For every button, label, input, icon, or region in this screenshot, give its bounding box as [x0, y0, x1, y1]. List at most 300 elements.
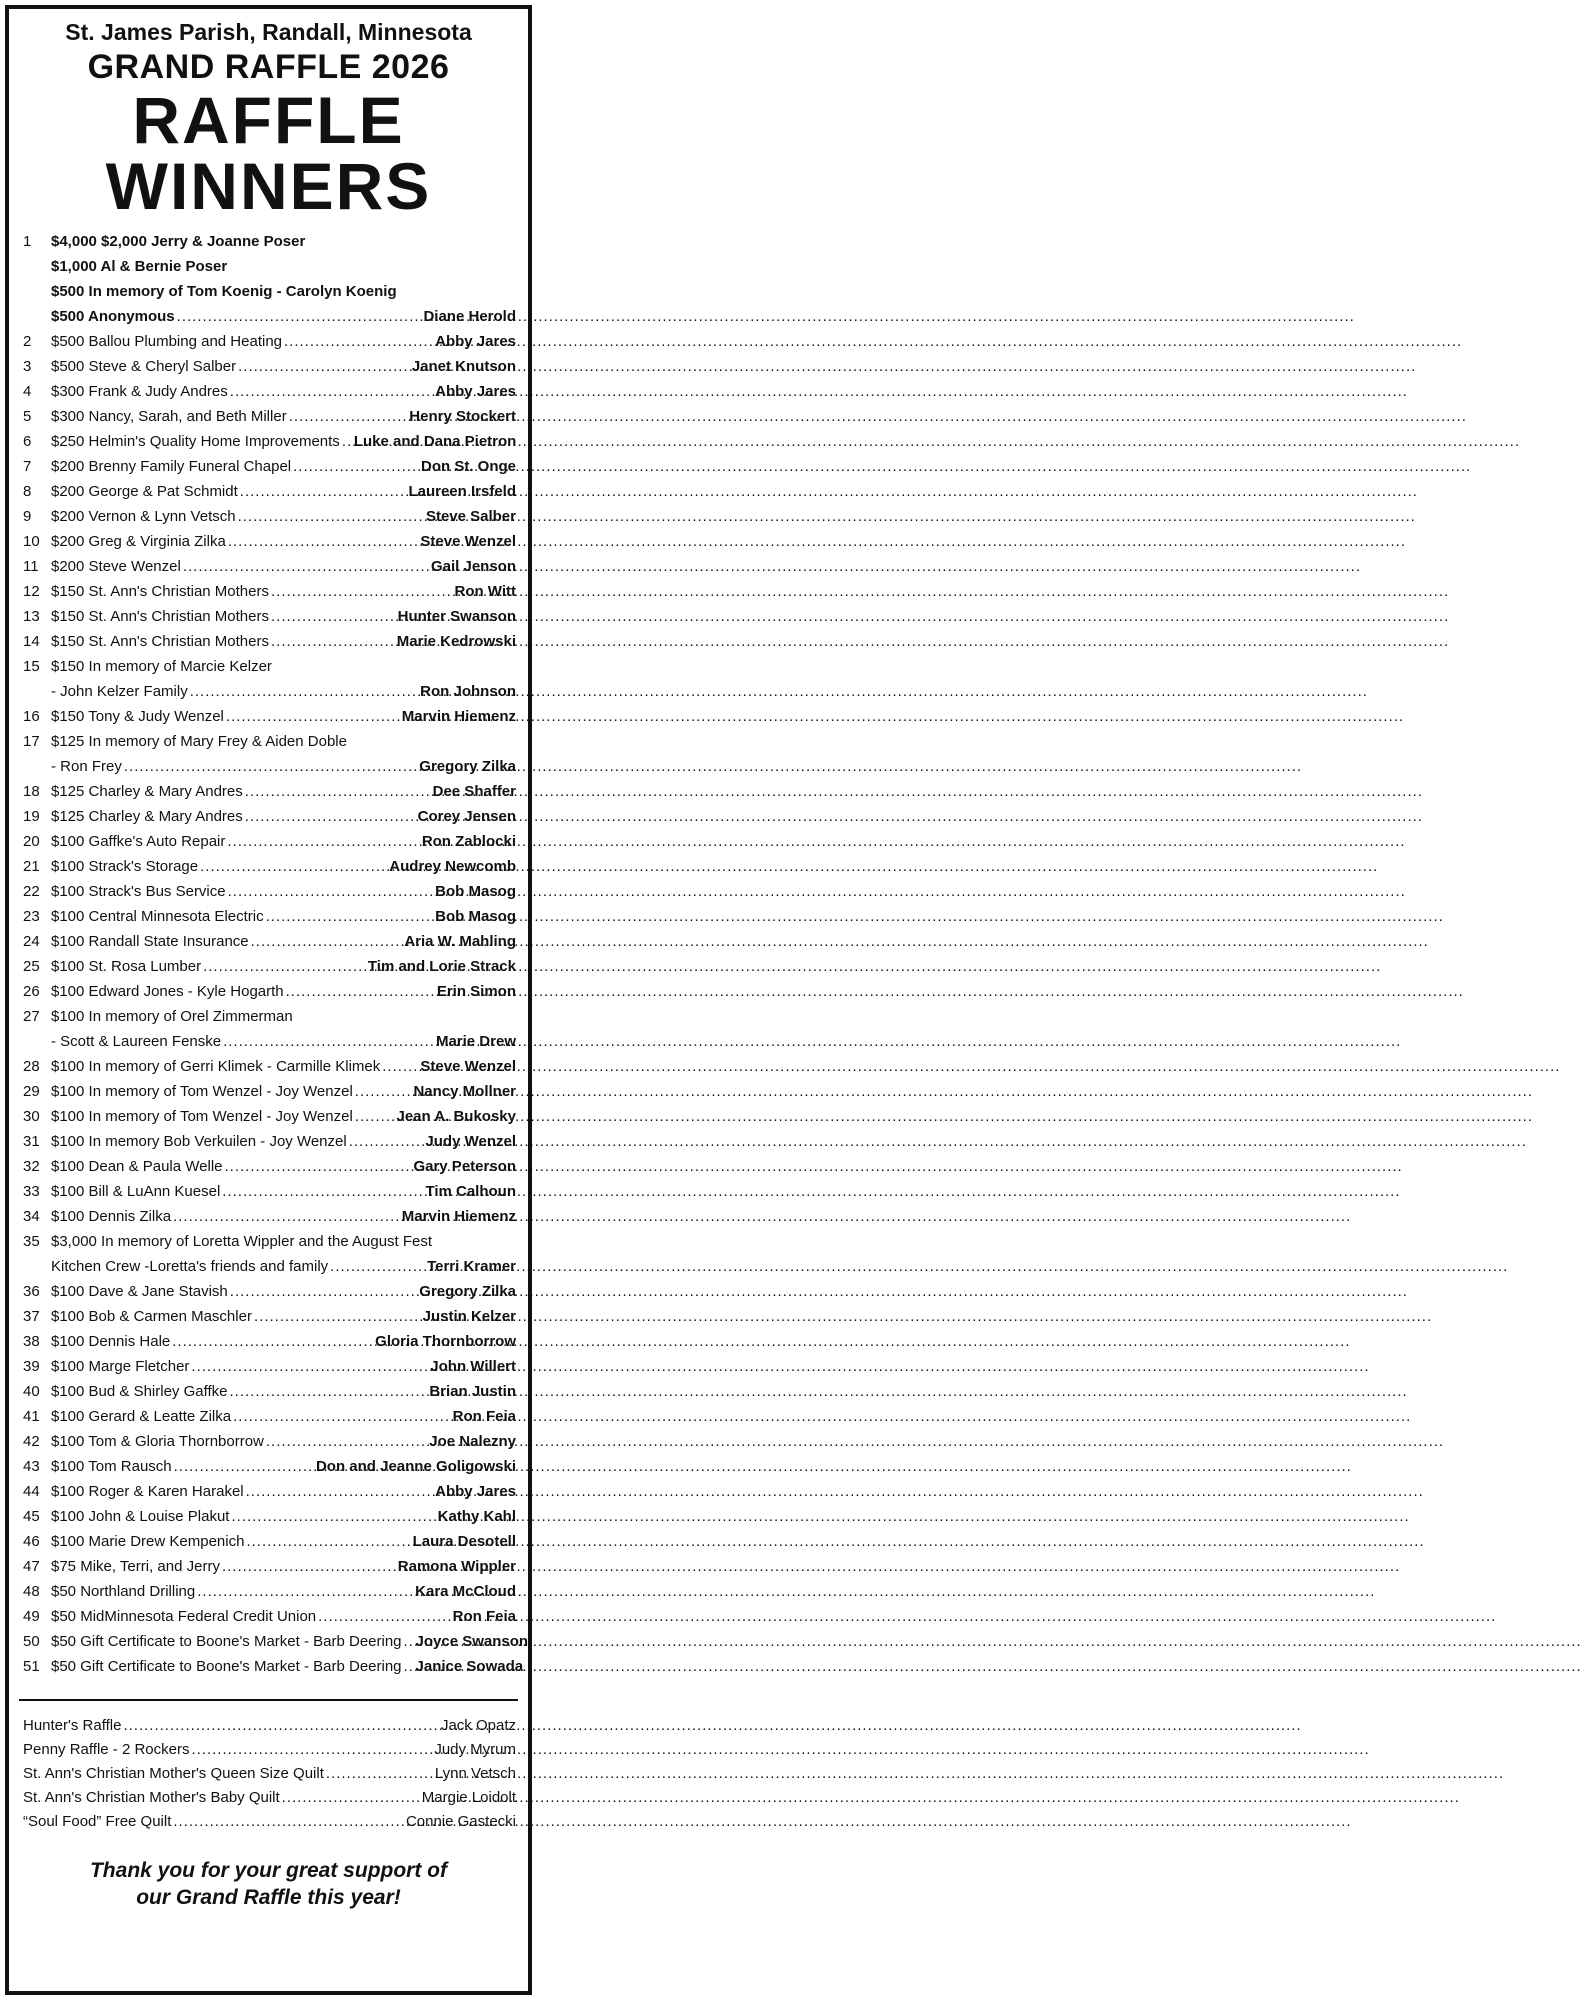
- winner-row-continued: [23, 1033, 516, 1058]
- prize-number: 51: [23, 1658, 40, 1675]
- leader-dots: [228, 533, 419, 550]
- leader-dots: [238, 358, 410, 375]
- prize-number: 27: [23, 1008, 40, 1025]
- winner-line: [51, 1408, 516, 1425]
- prize-number: 4: [23, 383, 32, 400]
- prize-donor: $500 Ballou Plumbing and Heating: [51, 333, 282, 350]
- winner-line: [51, 583, 516, 600]
- prize-number: 14: [23, 633, 40, 650]
- winner-row: [23, 1333, 516, 1358]
- winner-line: [51, 483, 516, 500]
- prize-donor: $100 Marie Drew Kempenich: [51, 1533, 245, 1550]
- leader-dots: [271, 608, 396, 625]
- winner-line: [51, 1558, 516, 1575]
- prize-number: 29: [23, 1083, 40, 1100]
- winner-line: [51, 683, 516, 700]
- winner-line: [51, 1108, 516, 1125]
- prize-donor: $100 Dave & Jane Stavish: [51, 1283, 228, 1300]
- prize-winner: Ramona Wippler: [397, 1558, 516, 1575]
- first-prize-line-2: $1,000 Al & Bernie Poser: [51, 258, 228, 275]
- prize-number: 43: [23, 1458, 40, 1475]
- prize-donor: $150 St. Ann's Christian Mothers: [51, 633, 269, 650]
- winner-row: [23, 708, 516, 733]
- prize-donor: $100 Randall State Insurance: [51, 933, 249, 950]
- leader-dots: [355, 1083, 412, 1100]
- prize-donor-continued: - John Kelzer Family: [51, 683, 188, 700]
- first-prize-line-1: 1 $4,000 $2,000 Jerry & Joanne Poser: [23, 233, 306, 250]
- prize-donor: $100 In memory of Gerri Klimek - Carmille Klimek: [51, 1058, 381, 1075]
- prize-number: 39: [23, 1358, 40, 1375]
- winner-line: [51, 1158, 516, 1175]
- winner-line: [51, 358, 516, 375]
- winner-row: [23, 783, 516, 808]
- winner-line: [51, 1033, 516, 1050]
- prize-donor: $100 Dennis Zilka: [51, 1208, 172, 1225]
- prize-winner: Steve Wenzel: [420, 1058, 516, 1075]
- leader-dots: [233, 1408, 451, 1425]
- prize-winner: Audrey Newcomb: [389, 858, 516, 875]
- prize-winner: Joe Nalezny: [429, 1433, 516, 1450]
- prize-winner: Aria W. Mahling: [404, 933, 516, 950]
- prize-number: 31: [23, 1133, 40, 1150]
- prize-donor: $200 Vernon & Lynn Vetsch: [51, 508, 236, 525]
- prize-winner: Ron Johnson: [420, 683, 516, 700]
- winner-row: [23, 1308, 516, 1333]
- prize-winner: Hunter Swanson: [397, 608, 516, 625]
- leader-dots: [227, 833, 419, 850]
- prize-number: 8: [23, 483, 32, 500]
- winner-row: [23, 1008, 516, 1033]
- winner-line: [51, 533, 516, 550]
- winner-row: [23, 1433, 516, 1458]
- winner-row: [23, 1533, 516, 1558]
- winner-row: [23, 1483, 516, 1508]
- winner-line: [51, 1258, 516, 1275]
- prize-winner: Marie Kedrowski: [396, 633, 516, 650]
- leader-dots: [271, 633, 395, 650]
- prize-donor: $50 Gift Certificate to Boone's Market - Barb Deering: [51, 1633, 402, 1650]
- special-winner: Connie Gastecki: [405, 1813, 516, 1830]
- leader-dots: [230, 383, 433, 400]
- winner-row: [23, 833, 516, 858]
- winner-row: [23, 858, 516, 883]
- prize-winner: Nancy Mollner: [413, 1083, 516, 1100]
- winner-line: [51, 1633, 529, 1650]
- prize-number: 23: [23, 908, 40, 925]
- winner-line: [51, 1283, 516, 1300]
- prize-winner: Steve Wenzel: [420, 533, 516, 550]
- leader-dots: [191, 1741, 432, 1758]
- leader-dots: [200, 858, 387, 875]
- prize-donor: $500 Steve & Cheryl Salber: [51, 358, 237, 375]
- prize-number: 13: [23, 608, 40, 625]
- prize-winner: Marvin Hiemenz: [401, 708, 516, 725]
- prize-number: 30: [23, 1108, 40, 1125]
- prize-number: 21: [23, 858, 40, 875]
- leader-dots: [246, 1483, 434, 1500]
- prize-donor: $100 John & Louise Plakut: [51, 1508, 230, 1525]
- prize-donor: $300 Frank & Judy Andres: [51, 383, 228, 400]
- prize-number: 28: [23, 1058, 40, 1075]
- prize-donor: $50 Gift Certificate to Boone's Market - Barb Deering: [51, 1658, 402, 1675]
- winner-row: [23, 1283, 516, 1308]
- leader-dots: [172, 1333, 373, 1350]
- winner-line: [51, 433, 516, 450]
- winner-row: [23, 458, 516, 483]
- prize-winner: Gail Jenson: [430, 558, 516, 575]
- leader-dots: [228, 883, 434, 900]
- winner-line: [51, 1508, 516, 1525]
- leader-dots: [197, 1583, 413, 1600]
- prize-donor: $100 Gaffke's Auto Repair: [51, 833, 226, 850]
- prize-number: 47: [23, 1558, 40, 1575]
- winner-row: [23, 508, 516, 533]
- prize-donor: $100 Dennis Hale: [51, 1333, 171, 1350]
- winner-row: [23, 1183, 516, 1208]
- prize-winner: Laura Desotell: [412, 1533, 516, 1550]
- prize-donor: $100 In memory of Tom Wenzel - Joy Wenzel: [51, 1083, 353, 1100]
- leader-dots: [355, 1108, 395, 1125]
- prize-winner: Dee Shaffer: [432, 783, 516, 800]
- winner-row: [23, 1083, 516, 1108]
- special-raffle-row: [23, 1717, 516, 1741]
- prize-number: 18: [23, 783, 40, 800]
- leader-dots: [222, 1183, 423, 1200]
- prize-donor: $150 St. Ann's Christian Mothers: [51, 608, 269, 625]
- prize-number: 26: [23, 983, 40, 1000]
- special-raffle-line: [23, 1741, 516, 1758]
- winner-line: [51, 1208, 516, 1225]
- leader-dots: [349, 1133, 424, 1150]
- prize-winner: John Willert: [430, 1358, 516, 1375]
- winner-line: [51, 633, 516, 650]
- special-winner: Margie Loidolt: [421, 1789, 516, 1806]
- prize-winner: Corey Jensen: [417, 808, 516, 825]
- special-raffles-list: [9, 1717, 528, 1837]
- prize-number: 45: [23, 1508, 40, 1525]
- prize-winner: Jean A. Bukosky: [396, 1108, 516, 1125]
- special-prize: “Soul Food” Free Quilt: [23, 1813, 172, 1830]
- winners-list: [9, 233, 528, 1683]
- winner-row: [23, 1358, 516, 1383]
- prize-donor: $3,000 In memory of Loretta Wippler and the August Fest: [51, 1233, 433, 1250]
- prize-winner: Brian Justin: [429, 1383, 516, 1400]
- winner-row: [23, 558, 516, 583]
- winner-line: [51, 1658, 524, 1675]
- prize-number: 33: [23, 1183, 40, 1200]
- winner-row: [23, 908, 516, 933]
- prize-winner: Ron Feia: [452, 1408, 516, 1425]
- prize-winner: Judy Wenzel: [425, 1133, 516, 1150]
- winner-row: [23, 633, 516, 658]
- prize-number: 9: [23, 508, 32, 525]
- parish-name: St. James Parish, Randall, Minnesota: [65, 19, 472, 45]
- winner-line: [51, 1183, 516, 1200]
- thank-you-line-2: our Grand Raffle this year!: [136, 1886, 401, 1909]
- prize-donor: $100 Roger & Karen Harakel: [51, 1483, 244, 1500]
- headline-winners: WINNERS: [105, 149, 432, 223]
- special-raffle-row: [23, 1765, 516, 1789]
- prize-donor: $100 Central Minnesota Electric: [51, 908, 264, 925]
- winner-line: [51, 833, 516, 850]
- leader-dots: [238, 508, 424, 525]
- leader-dots: [251, 933, 403, 950]
- prize-winner: Abby Jares: [435, 383, 516, 400]
- prize-winner: Don St. Onge: [421, 458, 516, 475]
- winner-row: [23, 1558, 516, 1583]
- prize-winner: Diane Herold: [423, 308, 516, 325]
- winner-line: [51, 1133, 516, 1150]
- leader-dots: [230, 1383, 428, 1400]
- prize-number: 22: [23, 883, 40, 900]
- prize-number: 1: [23, 233, 32, 250]
- winner-row: [23, 1408, 516, 1433]
- winner-row: [23, 608, 516, 633]
- prize-number: 2: [23, 333, 32, 350]
- prize-donor: $100 Tom Rausch: [51, 1458, 172, 1475]
- prize-winner: Abby Jares: [435, 1483, 516, 1500]
- winner-line: [51, 333, 516, 350]
- special-raffle-line: [23, 1765, 516, 1782]
- winner-line: [51, 983, 516, 1000]
- prize-number: 48: [23, 1583, 40, 1600]
- prize-number: 44: [23, 1483, 40, 1500]
- leader-dots: [330, 1258, 425, 1275]
- special-prize: Penny Raffle - 2 Rockers: [23, 1741, 190, 1758]
- leader-dots: [254, 1308, 421, 1325]
- prize-number: 40: [23, 1383, 40, 1400]
- prize-winner: Laureen Irsfeld: [408, 483, 516, 500]
- thank-you-message: [9, 1857, 528, 1911]
- thank-you-line-1: Thank you for your great support of: [89, 1859, 447, 1882]
- winner-row: [23, 1158, 516, 1183]
- winner-rows: [23, 333, 529, 1683]
- prize-winner: Bob Masog: [435, 908, 516, 925]
- first-prize-line-3: $500 In memory of Tom Koenig - Carolyn Koenig: [51, 283, 397, 300]
- prize-number: 50: [23, 1633, 40, 1650]
- winner-line: [51, 858, 516, 875]
- winner-line: [51, 1483, 516, 1500]
- winner-row: [23, 1058, 516, 1083]
- leader-dots: [382, 1058, 418, 1075]
- special-winner: Judy Myrum: [434, 1741, 516, 1758]
- prize-donor: $100 Marge Fletcher: [51, 1358, 190, 1375]
- prize-number: 35: [23, 1233, 40, 1250]
- winner-line: [51, 1583, 516, 1600]
- leader-dots: [286, 983, 435, 1000]
- prize-donor: $100 Dean & Paula Welle: [51, 1158, 223, 1175]
- leader-dots: [222, 1558, 396, 1575]
- special-raffle-line: [23, 1789, 516, 1806]
- leader-dots: [124, 758, 417, 775]
- winner-row: [23, 808, 516, 833]
- prize-number: 6: [23, 433, 32, 450]
- leader-dots: [225, 1158, 412, 1175]
- prize-winner: Gloria Thornborrow: [375, 1333, 516, 1350]
- prize-number: 41: [23, 1408, 40, 1425]
- winner-row: [23, 358, 516, 383]
- prize-number: 38: [23, 1333, 40, 1350]
- prize-donor: $100 Gerard & Leatte Zilka: [51, 1408, 232, 1425]
- leader-dots: [173, 1813, 404, 1830]
- winner-row-continued: [23, 758, 516, 783]
- prize-number: 34: [23, 1208, 40, 1225]
- section-divider: [19, 1699, 518, 1701]
- winner-row: [23, 733, 516, 758]
- prize-donor-continued: Kitchen Crew -Loretta's friends and family: [51, 1258, 329, 1275]
- prize-number: 49: [23, 1608, 40, 1625]
- leader-dots: [266, 908, 434, 925]
- winner-line: [51, 1308, 516, 1325]
- winner-row: [23, 583, 516, 608]
- leader-dots: [173, 1208, 400, 1225]
- leader-dots: [289, 408, 408, 425]
- prize-number: 32: [23, 1158, 40, 1175]
- winner-row: [23, 1633, 529, 1658]
- prize-winner: Kara McCloud: [415, 1583, 516, 1600]
- leader-dots: [271, 583, 453, 600]
- prize-winner: Don and Jeanne Goligowski: [315, 1458, 516, 1475]
- prize-number: 19: [23, 808, 40, 825]
- prize-donor: $200 George & Pat Schmidt: [51, 483, 238, 500]
- event-title: GRAND RAFFLE 2026: [87, 48, 450, 86]
- leader-dots: [174, 1458, 314, 1475]
- prize-donor: $100 In memory of Tom Wenzel - Joy Wenzel: [51, 1108, 353, 1125]
- prize-donor-continued: - Ron Frey: [51, 758, 122, 775]
- leader-dots: [266, 1433, 427, 1450]
- prize-number: 12: [23, 583, 40, 600]
- leader-dots: [245, 808, 416, 825]
- prize-winner: Ron Witt: [454, 583, 516, 600]
- prize-winner: Janice Sowada: [415, 1658, 524, 1675]
- winner-line: [51, 1608, 516, 1625]
- prize-number: 10: [23, 533, 40, 550]
- prize-number: 3: [23, 358, 32, 375]
- special-winner: Jack Opatz: [440, 1717, 516, 1734]
- winner-row: [23, 883, 516, 908]
- prize-donor: $200 Greg & Virginia Zilka: [51, 533, 226, 550]
- prize-number: 15: [23, 658, 40, 675]
- special-prize: St. Ann's Christian Mother's Queen Size Quilt: [23, 1765, 324, 1782]
- leader-dots: [404, 1658, 414, 1675]
- winner-row-continued: [23, 1258, 516, 1283]
- winner-row: [23, 1233, 516, 1258]
- leader-dots: [190, 683, 418, 700]
- prize-donor: $50 Northland Drilling: [51, 1583, 196, 1600]
- prize-donor: $100 Bud & Shirley Gaffke: [51, 1383, 228, 1400]
- prize-number: 42: [23, 1433, 40, 1450]
- winner-row: [23, 658, 516, 683]
- prize-donor: $500 Anonymous: [51, 308, 175, 325]
- prize-winner: Janet Knutson: [411, 358, 516, 375]
- prize-winner: Gregory Zilka: [419, 1283, 516, 1300]
- winner-row: [23, 1133, 516, 1158]
- winner-row: [23, 408, 516, 433]
- leader-dots: [404, 1633, 414, 1650]
- prize-winner: Gregory Zilka: [419, 758, 516, 775]
- leader-dots: [223, 1033, 434, 1050]
- winner-line: [51, 1533, 516, 1550]
- prize-winner: Tim and Lorie Strack: [367, 958, 516, 975]
- prize-donor: $300 Nancy, Sarah, and Beth Miller: [51, 408, 287, 425]
- prize-winner: Bob Masog: [435, 883, 516, 900]
- winner-line: [51, 758, 516, 775]
- prize-donor: $150 In memory of Marcie Kelzer: [51, 658, 272, 675]
- prize-donor: $125 Charley & Mary Andres: [51, 808, 243, 825]
- winner-row: [23, 1458, 516, 1483]
- prize-number: 17: [23, 733, 40, 750]
- prize-number: 7: [23, 458, 32, 475]
- winner-row: [23, 958, 516, 983]
- prize-winner: Henry Stockert: [409, 408, 516, 425]
- prize-winner: Luke and Dana Pietron: [353, 433, 517, 450]
- prize-winner: Gary Peterson: [413, 1158, 516, 1175]
- leader-dots: [342, 433, 352, 450]
- winner-line: [51, 883, 516, 900]
- prize-number: 25: [23, 958, 40, 975]
- prize-donor: $100 Bill & LuAnn Kuesel: [51, 1183, 221, 1200]
- leader-dots: [123, 1717, 439, 1734]
- special-raffle-line: [23, 1813, 516, 1830]
- prize-number: 16: [23, 708, 40, 725]
- winner-row: [23, 1508, 516, 1533]
- leader-dots: [282, 1789, 420, 1806]
- leader-dots: [203, 958, 366, 975]
- winner-line: [51, 1433, 516, 1450]
- winner-row: [23, 983, 516, 1008]
- winner-row: [23, 1583, 516, 1608]
- prize-winner: Justin Kelzer: [422, 1308, 516, 1325]
- leader-dots: [293, 458, 419, 475]
- winner-line: [51, 1083, 516, 1100]
- prize-donor: $100 Strack's Bus Service: [51, 883, 226, 900]
- winner-row: [23, 433, 516, 458]
- prize-donor: $100 Bob & Carmen Maschler: [51, 1308, 252, 1325]
- special-prize: Hunter's Raffle: [23, 1717, 122, 1734]
- winner-line: [51, 458, 516, 475]
- winner-row: [23, 1208, 516, 1233]
- special-raffle-row: [23, 1741, 516, 1765]
- prize-donor: $125 In memory of Mary Frey & Aiden Doble: [51, 733, 347, 750]
- prize-donor: $75 Mike, Terri, and Jerry: [51, 1558, 220, 1575]
- prize-donor: $200 Steve Wenzel: [51, 558, 181, 575]
- prize-donor: $125 Charley & Mary Andres: [51, 783, 243, 800]
- prize-donor: $150 Tony & Judy Wenzel: [51, 708, 224, 725]
- leader-dots: [240, 483, 407, 500]
- prize-winner: Joyce Swanson: [415, 1633, 529, 1650]
- prize-winner: Ron Feia: [452, 1608, 516, 1625]
- prize-donor: $150 St. Ann's Christian Mothers: [51, 583, 269, 600]
- prize-winner: Marie Drew: [435, 1033, 516, 1050]
- leader-dots: [183, 558, 429, 575]
- leader-dots: [191, 1358, 428, 1375]
- leader-dots: [226, 708, 400, 725]
- leader-dots: [246, 1533, 410, 1550]
- winner-row: [23, 933, 516, 958]
- leader-dots: [177, 308, 422, 325]
- winner-line: [51, 1458, 516, 1475]
- leader-dots: [326, 1765, 433, 1782]
- prize-winner: Terri Kramer: [427, 1258, 516, 1275]
- winner-row: [23, 333, 516, 358]
- prize-number: 36: [23, 1283, 40, 1300]
- prize-donor: $100 Strack's Storage: [51, 858, 199, 875]
- leader-dots: [284, 333, 433, 350]
- winner-line: [51, 1333, 516, 1350]
- winner-line: [51, 508, 516, 525]
- special-prize: St. Ann's Christian Mother's Baby Quilt: [23, 1789, 280, 1806]
- special-raffle-row: [23, 1813, 516, 1837]
